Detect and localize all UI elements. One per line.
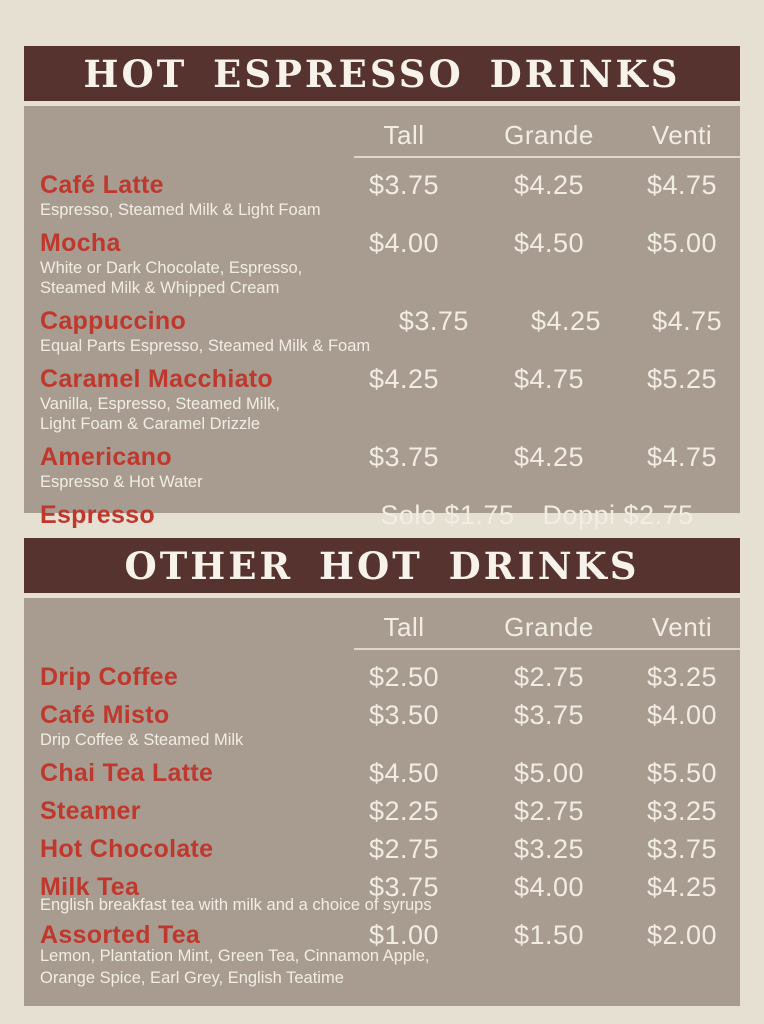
item-description: Espresso & Hot Water — [40, 473, 203, 491]
price-venti: $4.25 — [646, 872, 718, 902]
menu-item-row — [24, 228, 740, 298]
page-top-margin — [0, 0, 764, 46]
item-description: Vanilla, Espresso, Steamed Milk, — [40, 395, 280, 413]
column-header-grande: Grande — [504, 612, 594, 642]
section-title: HOT ESPRESSO DRINKS — [83, 51, 681, 96]
solo-price: Solo $1.75 — [380, 500, 515, 530]
price-grande: $1.50 — [513, 920, 585, 950]
price-tall: $1.00 — [368, 920, 440, 950]
section-title: OTHER HOT DRINKS — [124, 543, 640, 588]
item-name: Café Misto — [40, 701, 170, 729]
price-grande: $4.25 — [513, 442, 585, 472]
price-grande: $4.75 — [513, 364, 585, 394]
price-tall: $4.25 — [368, 364, 440, 394]
price-tall: $2.25 — [368, 796, 440, 826]
price-venti: $4.75 — [646, 442, 718, 472]
item-name: Milk Tea — [40, 873, 140, 901]
price-venti: $5.50 — [646, 758, 718, 788]
item-name: Caramel Macchiato — [40, 365, 273, 393]
size-column-headers — [24, 118, 740, 152]
price-grande: $2.75 — [513, 796, 585, 826]
menu-item-row — [24, 306, 740, 356]
item-name: Cappuccino — [40, 307, 187, 335]
other-hot-menu-panel — [24, 598, 740, 1006]
price-venti: $5.25 — [646, 364, 718, 394]
column-header-venti: Venti — [651, 612, 713, 642]
item-name: Chai Tea Latte — [40, 759, 214, 787]
menu-item-row — [24, 170, 740, 220]
price-tall: $4.50 — [368, 758, 440, 788]
price-grande: $4.00 — [513, 872, 585, 902]
item-name: Café Latte — [40, 171, 164, 199]
price-venti: $4.75 — [646, 170, 718, 200]
item-description: Drip Coffee & Steamed Milk — [40, 731, 244, 749]
menu-item-row — [24, 758, 740, 788]
price-grande: $4.50 — [513, 228, 585, 258]
section-header-other-hot — [24, 538, 740, 593]
item-name: Assorted Tea — [40, 921, 201, 949]
menu-item-row — [24, 796, 740, 826]
price-tall: $2.50 — [368, 662, 440, 692]
item-description: Equal Parts Espresso, Steamed Milk & Foam — [40, 337, 371, 355]
espresso-menu-panel — [24, 106, 740, 530]
item-description: White or Dark Chocolate, Espresso, — [40, 259, 303, 277]
price-tall: $2.75 — [368, 834, 440, 864]
column-header-divider — [354, 648, 740, 650]
price-venti: $3.25 — [646, 662, 718, 692]
item-name: Mocha — [40, 229, 121, 257]
item-description: Light Foam & Caramel Drizzle — [40, 415, 261, 433]
price-venti: $3.75 — [646, 834, 718, 864]
espresso-shot-prices — [334, 500, 740, 530]
price-grande: $3.75 — [513, 700, 585, 730]
item-description-wide — [24, 946, 740, 989]
menu-item-row — [24, 834, 740, 864]
price-tall: $3.75 — [368, 442, 440, 472]
item-name: Espresso — [40, 501, 155, 529]
column-header-divider — [354, 156, 740, 158]
price-grande: $4.25 — [530, 306, 602, 336]
column-header-venti: Venti — [651, 120, 713, 150]
price-venti: $4.75 — [652, 306, 723, 336]
item-name: Hot Chocolate — [40, 835, 214, 863]
item-description-line: Orange Spice, Earl Grey, English Teatime — [40, 969, 344, 987]
price-grande: $3.25 — [513, 834, 585, 864]
price-tall: $3.75 — [368, 872, 440, 902]
column-header-tall: Tall — [383, 612, 425, 642]
menu-item-row-espresso — [24, 500, 740, 530]
menu-item-row — [24, 700, 740, 750]
item-description: Espresso, Steamed Milk & Light Foam — [40, 201, 321, 219]
price-grande: $4.25 — [513, 170, 585, 200]
price-tall: $3.75 — [398, 306, 469, 336]
price-venti: $3.25 — [646, 796, 718, 826]
item-name: Drip Coffee — [40, 663, 179, 691]
column-header-grande: Grande — [504, 120, 594, 150]
item-name: Americano — [40, 443, 172, 471]
menu-item-row — [24, 662, 740, 692]
price-grande: $5.00 — [513, 758, 585, 788]
price-tall: $3.50 — [368, 700, 440, 730]
item-description-wide: English breakfast tea with milk and a choice of syrups — [40, 896, 432, 914]
column-header-tall: Tall — [383, 120, 425, 150]
menu-item-row — [24, 442, 740, 492]
size-column-headers — [24, 610, 740, 644]
price-venti: $5.00 — [646, 228, 718, 258]
item-description-line: Lemon, Plantation Mint, Green Tea, Cinnamon Apple, — [40, 947, 430, 965]
doppi-price: Doppi $2.75 — [542, 500, 694, 530]
price-venti: $4.00 — [646, 700, 718, 730]
price-venti: $2.00 — [646, 920, 718, 950]
menu-item-row — [24, 364, 740, 434]
item-description: Steamed Milk & Whipped Cream — [40, 279, 280, 297]
price-tall: $4.00 — [368, 228, 440, 258]
item-name: Steamer — [40, 797, 141, 825]
price-tall: $3.75 — [368, 170, 440, 200]
price-grande: $2.75 — [513, 662, 585, 692]
section-header-espresso — [24, 46, 740, 101]
